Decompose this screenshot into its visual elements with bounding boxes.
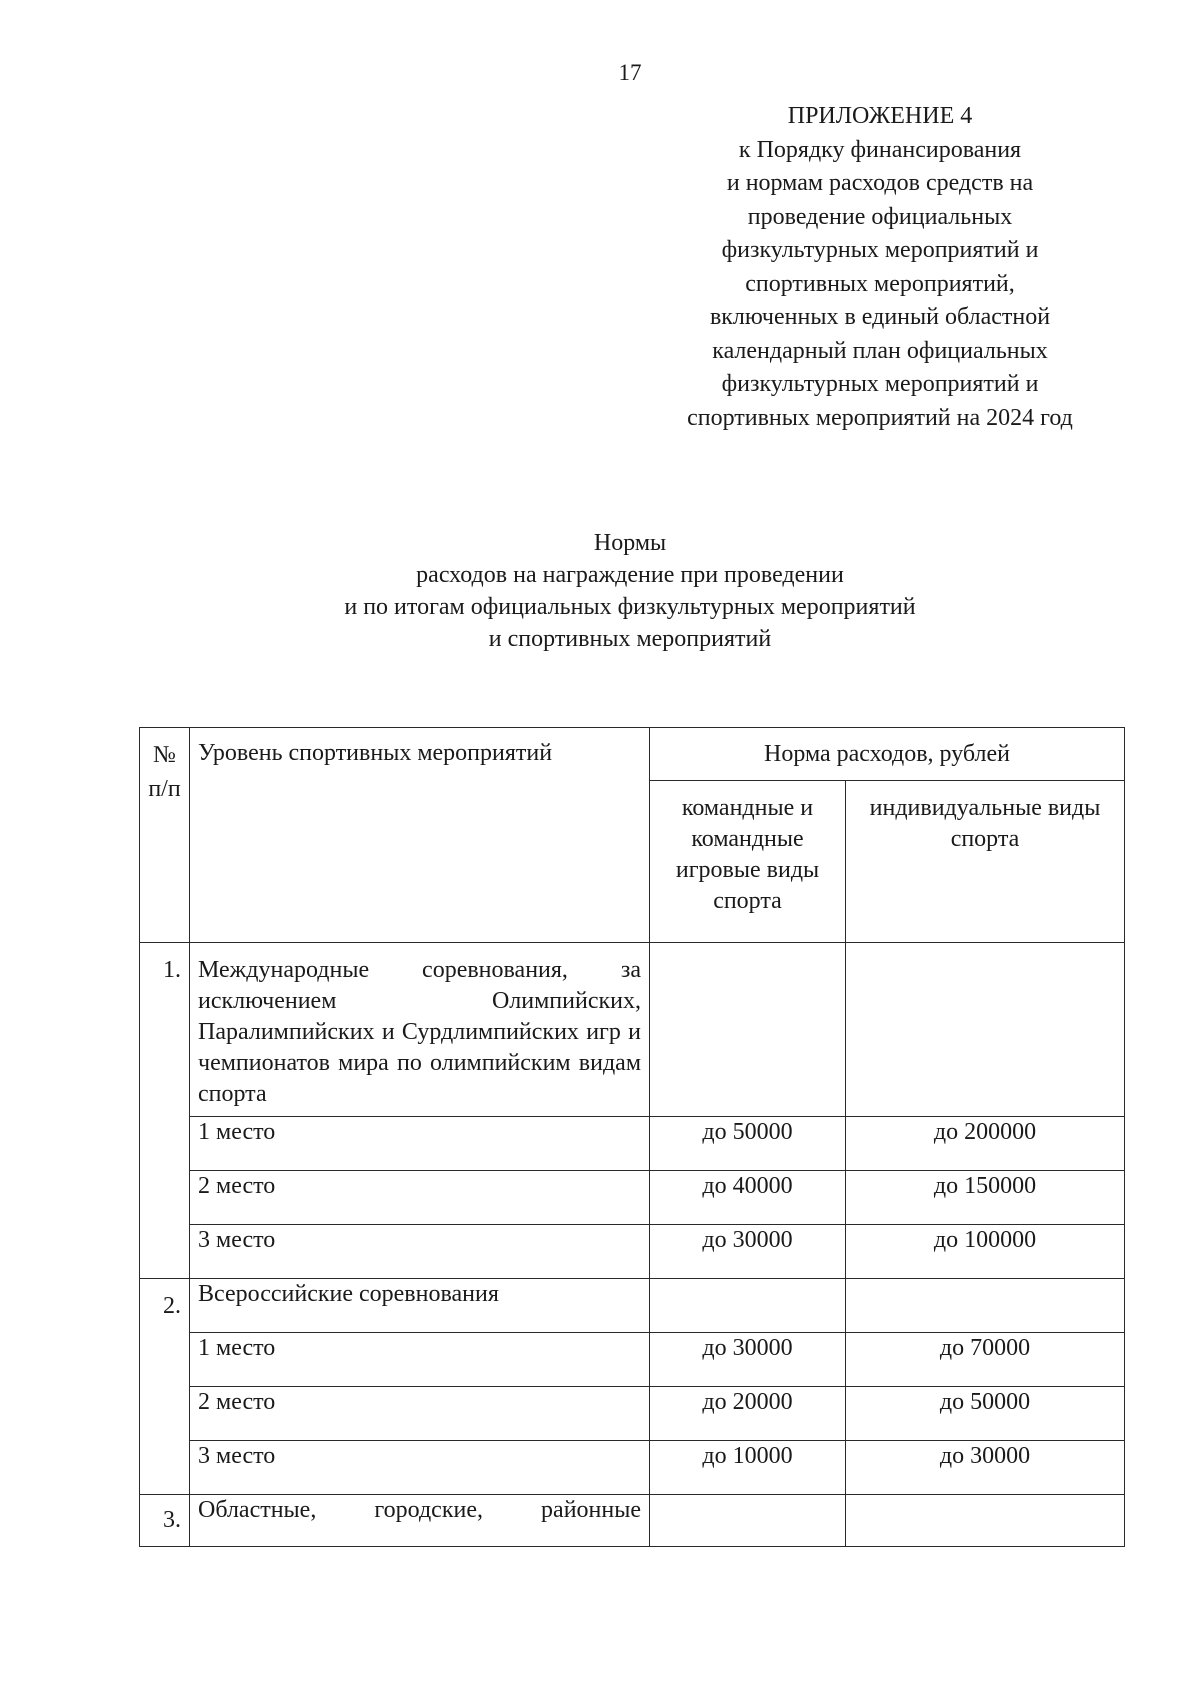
table-header-row — [140, 728, 1125, 781]
section-number: 3. — [140, 1495, 190, 1547]
header-num: № п/п — [140, 728, 190, 943]
appendix-line: физкультурных мероприятий и — [721, 237, 1039, 263]
team-value: до 40000 — [650, 1171, 846, 1225]
table-row — [140, 1225, 1125, 1279]
table-row — [140, 1279, 1125, 1333]
table-row — [140, 943, 1125, 1117]
section-title: Областные, городские, районные — [190, 1495, 650, 1547]
appendix-line: к Порядку финансирования — [738, 136, 1022, 163]
place-cell: 1 место — [190, 1117, 650, 1171]
norms-table — [139, 727, 1125, 1547]
empty-cell — [846, 943, 1125, 1117]
individual-value: до 100000 — [846, 1225, 1125, 1279]
title-line: и спортивных мероприятий — [488, 626, 772, 652]
section-title: Международные соревнования, за исключением Олимпийских, Паралимпийских и Сурдлимпийских игр и чемпионатов мира по олимпийским видам спорта — [190, 943, 650, 1117]
table-row — [140, 1117, 1125, 1171]
appendix-line: календарный план официальных — [712, 337, 1048, 364]
team-value: до 50000 — [650, 1117, 846, 1171]
empty-cell — [650, 1495, 846, 1547]
team-value: до 30000 — [650, 1333, 846, 1387]
title-line: Нормы — [593, 530, 667, 556]
table-row — [140, 1441, 1125, 1495]
appendix-line: включенных в единый областной — [709, 304, 1051, 330]
section-title: Всероссийские соревнования — [190, 1279, 650, 1333]
place-cell: 2 место — [190, 1171, 650, 1225]
header-norm: Норма расходов, рублей — [650, 728, 1125, 781]
empty-cell — [846, 1495, 1125, 1547]
header-individual: индивидуальные виды спорта — [846, 781, 1125, 943]
place-cell: 1 место — [190, 1333, 650, 1387]
individual-value: до 200000 — [846, 1117, 1125, 1171]
page-number: 17 — [618, 60, 642, 85]
table-row — [140, 1333, 1125, 1387]
table-row — [140, 1387, 1125, 1441]
table-row — [140, 1171, 1125, 1225]
individual-value: до 30000 — [846, 1441, 1125, 1495]
team-value: до 20000 — [650, 1387, 846, 1441]
team-value: до 10000 — [650, 1441, 846, 1495]
individual-value: до 150000 — [846, 1171, 1125, 1225]
section-number: 2. — [140, 1279, 190, 1495]
place-cell: 3 место — [190, 1441, 650, 1495]
table-row — [140, 1495, 1125, 1547]
document-title — [200, 527, 1060, 655]
place-cell: 3 место — [190, 1225, 650, 1279]
appendix-line: проведение официальных — [747, 203, 1013, 230]
title-line: и по итогам официальных физкультурных мероприятий — [344, 594, 916, 620]
place-cell: 2 место — [190, 1387, 650, 1441]
empty-cell — [650, 943, 846, 1117]
empty-cell — [650, 1279, 846, 1333]
appendix-title: ПРИЛОЖЕНИЕ 4 — [787, 103, 973, 129]
appendix-line: физкультурных мероприятий и — [721, 371, 1039, 397]
section-number: 1. — [140, 943, 190, 1279]
empty-cell — [846, 1279, 1125, 1333]
appendix-line: и нормам расходов средств на — [726, 170, 1034, 196]
header-level: Уровень спортивных мероприятий — [190, 728, 650, 943]
individual-value: до 50000 — [846, 1387, 1125, 1441]
team-value: до 30000 — [650, 1225, 846, 1279]
appendix-header — [640, 100, 1120, 435]
individual-value: до 70000 — [846, 1333, 1125, 1387]
appendix-line: спортивных мероприятий на 2024 год — [687, 404, 1073, 431]
header-team: командные и командные игровые виды спорта — [650, 781, 846, 943]
title-line: расходов на награждение при проведении — [416, 562, 844, 588]
appendix-line: спортивных мероприятий, — [745, 270, 1015, 297]
